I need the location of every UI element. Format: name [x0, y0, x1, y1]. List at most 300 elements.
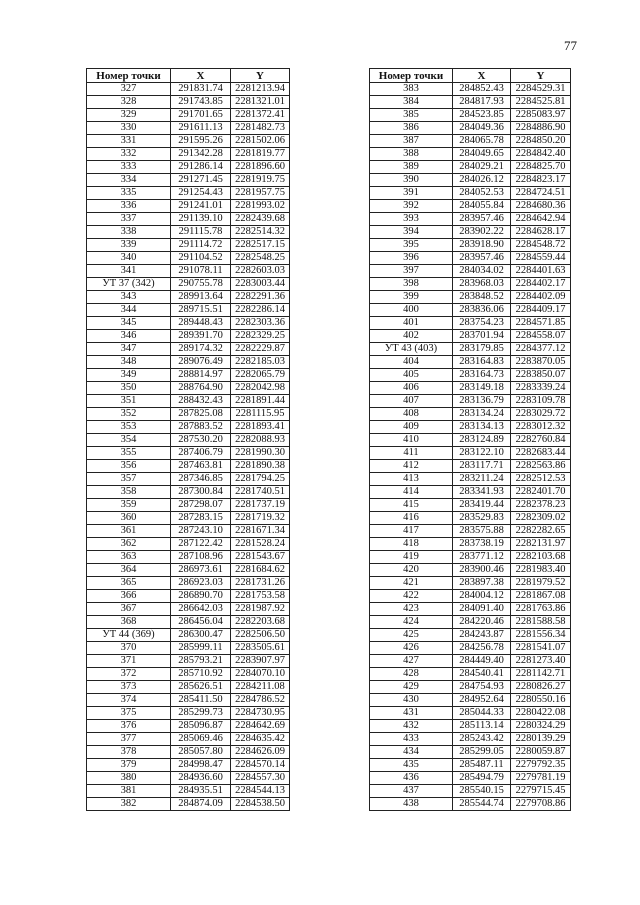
cell-point-number: 367 [87, 603, 171, 616]
cell-y: 2281543.67 [231, 551, 290, 564]
cell-x: 284874.09 [171, 798, 231, 811]
cell-y: 2280550.16 [511, 694, 571, 707]
cell-y: 2284886.90 [511, 122, 571, 135]
cell-point-number: 396 [370, 252, 453, 265]
table-row [87, 798, 290, 811]
table-row [87, 681, 290, 694]
cell-point-number: 433 [370, 733, 453, 746]
cell-y: 2282563.86 [511, 460, 571, 473]
cell-y: 2281890.38 [231, 460, 290, 473]
cell-y: 2282378.23 [511, 499, 571, 512]
cell-y: 2281142.71 [511, 668, 571, 681]
cell-point-number: 387 [370, 135, 453, 148]
cell-point-number: 360 [87, 512, 171, 525]
cell-point-number: 356 [87, 460, 171, 473]
cell-y: 2284571.85 [511, 317, 571, 330]
table-row [370, 291, 571, 304]
cell-point-number: 347 [87, 343, 171, 356]
cell-x: 287530.20 [171, 434, 231, 447]
cell-x: 284220.46 [453, 616, 511, 629]
cell-y: 2284628.17 [511, 226, 571, 239]
cell-y: 2282291.36 [231, 291, 290, 304]
cell-point-number: 389 [370, 161, 453, 174]
table-row [87, 629, 290, 642]
cell-x: 283122.10 [453, 447, 511, 460]
cell-y: 2283850.07 [511, 369, 571, 382]
table-row [87, 512, 290, 525]
table-row [87, 330, 290, 343]
cell-x: 284243.87 [453, 629, 511, 642]
table-row [370, 603, 571, 616]
table-row [370, 720, 571, 733]
cell-point-number: 346 [87, 330, 171, 343]
cell-x: 287883.52 [171, 421, 231, 434]
table-row [370, 694, 571, 707]
cell-y: 2281957.75 [231, 187, 290, 200]
cell-y: 2280059.87 [511, 746, 571, 759]
cell-point-number: 391 [370, 187, 453, 200]
cell-y: 2281987.92 [231, 603, 290, 616]
cell-y: 2281684.62 [231, 564, 290, 577]
cell-point-number: 359 [87, 499, 171, 512]
cell-point-number: 366 [87, 590, 171, 603]
cell-point-number: 432 [370, 720, 453, 733]
cell-y: 2283109.78 [511, 395, 571, 408]
cell-y: 2281867.08 [511, 590, 571, 603]
cell-point-number: 425 [370, 629, 453, 642]
table-row [87, 499, 290, 512]
cell-y: 2282042.98 [231, 382, 290, 395]
cell-y: 2280422.08 [511, 707, 571, 720]
cell-point-number: УТ 43 (403) [370, 343, 453, 356]
cell-x: 284449.40 [453, 655, 511, 668]
cell-x: 283968.03 [453, 278, 511, 291]
table-row [370, 239, 571, 252]
table-row [370, 174, 571, 187]
cell-point-number: 344 [87, 304, 171, 317]
cell-x: 285793.21 [171, 655, 231, 668]
cell-point-number: 394 [370, 226, 453, 239]
table-row [87, 109, 290, 122]
cell-point-number: 426 [370, 642, 453, 655]
cell-x: 284055.84 [453, 200, 511, 213]
table-header-row [370, 69, 571, 83]
table-row [87, 213, 290, 226]
cell-point-number: 414 [370, 486, 453, 499]
cell-y: 2282517.15 [231, 239, 290, 252]
table-row [370, 590, 571, 603]
table-row [370, 707, 571, 720]
cell-point-number: 407 [370, 395, 453, 408]
cell-point-number: 379 [87, 759, 171, 772]
table-row [87, 785, 290, 798]
cell-point-number: 337 [87, 213, 171, 226]
cell-y: 2281979.52 [511, 577, 571, 590]
table-row [87, 278, 290, 291]
cell-y: 2284529.31 [511, 83, 571, 96]
cell-x: 283575.88 [453, 525, 511, 538]
cell-x: 291078.11 [171, 265, 231, 278]
cell-y: 2281541.07 [511, 642, 571, 655]
cell-x: 283701.94 [453, 330, 511, 343]
cell-x: 291271.45 [171, 174, 231, 187]
cell-y: 2281731.26 [231, 577, 290, 590]
cell-point-number: 372 [87, 668, 171, 681]
cell-y: 2281719.32 [231, 512, 290, 525]
cell-y: 2281556.34 [511, 629, 571, 642]
cell-y: 2284402.17 [511, 278, 571, 291]
cell-point-number: 351 [87, 395, 171, 408]
cell-y: 2282185.03 [231, 356, 290, 369]
cell-y: 2281819.77 [231, 148, 290, 161]
cell-y: 2281737.19 [231, 499, 290, 512]
table-row [370, 616, 571, 629]
cell-x: 287108.96 [171, 551, 231, 564]
cell-point-number: 368 [87, 616, 171, 629]
cell-x: 289174.32 [171, 343, 231, 356]
cell-y: 2282760.84 [511, 434, 571, 447]
cell-x: 286642.03 [171, 603, 231, 616]
table-row [370, 746, 571, 759]
table-row [87, 707, 290, 720]
cell-y: 2281528.24 [231, 538, 290, 551]
cell-x: 285710.92 [171, 668, 231, 681]
cell-x: 283957.46 [453, 252, 511, 265]
cell-point-number: 357 [87, 473, 171, 486]
cell-point-number: 361 [87, 525, 171, 538]
cell-point-number: 332 [87, 148, 171, 161]
cell-y: 2284825.70 [511, 161, 571, 174]
cell-y: 2284730.95 [231, 707, 290, 720]
table-row [370, 798, 571, 811]
cell-y: 2282514.32 [231, 226, 290, 239]
cell-y: 2281482.73 [231, 122, 290, 135]
table-row [370, 83, 571, 96]
cell-x: 285487.11 [453, 759, 511, 772]
table-row [370, 525, 571, 538]
cell-y: 2281321.01 [231, 96, 290, 109]
cell-y: 2284626.09 [231, 746, 290, 759]
cell-x: 287300.84 [171, 486, 231, 499]
table-row [87, 460, 290, 473]
cell-point-number: 411 [370, 447, 453, 460]
cell-x: 291241.01 [171, 200, 231, 213]
cell-point-number: 352 [87, 408, 171, 421]
table-row [87, 590, 290, 603]
cell-y: 2283870.05 [511, 356, 571, 369]
table-row [87, 486, 290, 499]
cell-x: 289076.49 [171, 356, 231, 369]
table-row [87, 434, 290, 447]
coordinates-table-right [369, 68, 571, 811]
table-row [87, 616, 290, 629]
table-row [87, 96, 290, 109]
cell-point-number: УТ 44 (369) [87, 629, 171, 642]
table-row [370, 759, 571, 772]
cell-x: 284523.85 [453, 109, 511, 122]
cell-x: 284540.41 [453, 668, 511, 681]
cell-y: 2281896.60 [231, 161, 290, 174]
table-row [87, 538, 290, 551]
table-row [370, 772, 571, 785]
cell-y: 2283012.32 [511, 421, 571, 434]
cell-y: 2281753.58 [231, 590, 290, 603]
cell-y: 2281502.06 [231, 135, 290, 148]
cell-point-number: 438 [370, 798, 453, 811]
cell-y: 2283505.61 [231, 642, 290, 655]
cell-x: 291743.85 [171, 96, 231, 109]
table-row [87, 551, 290, 564]
cell-x: 288432.43 [171, 395, 231, 408]
table-row [87, 525, 290, 538]
cell-y: 2279792.35 [511, 759, 571, 772]
cell-point-number: 335 [87, 187, 171, 200]
cell-x: 283957.46 [453, 213, 511, 226]
cell-x: 290755.78 [171, 278, 231, 291]
table-row [370, 538, 571, 551]
cell-x: 286923.03 [171, 577, 231, 590]
cell-x: 284004.12 [453, 590, 511, 603]
cell-x: 291831.74 [171, 83, 231, 96]
cell-point-number: 327 [87, 83, 171, 96]
cell-y: 2281983.40 [511, 564, 571, 577]
table-row [370, 252, 571, 265]
cell-y: 2284559.44 [511, 252, 571, 265]
cell-point-number: 383 [370, 83, 453, 96]
cell-y: 2279715.45 [511, 785, 571, 798]
cell-y: 2282282.65 [511, 525, 571, 538]
cell-x: 283771.12 [453, 551, 511, 564]
table-row [87, 187, 290, 200]
cell-point-number: 330 [87, 122, 171, 135]
table-row [87, 473, 290, 486]
table-row [370, 122, 571, 135]
cell-y: 2282303.36 [231, 317, 290, 330]
cell-x: 291104.52 [171, 252, 231, 265]
cell-x: 285069.46 [171, 733, 231, 746]
cell-point-number: 365 [87, 577, 171, 590]
cell-y: 2281763.86 [511, 603, 571, 616]
cell-point-number: 424 [370, 616, 453, 629]
cell-y: 2284557.30 [231, 772, 290, 785]
cell-point-number: 420 [370, 564, 453, 577]
cell-point-number: 348 [87, 356, 171, 369]
table-row [370, 343, 571, 356]
cell-x: 291115.78 [171, 226, 231, 239]
cell-point-number: 437 [370, 785, 453, 798]
table-row [87, 733, 290, 746]
cell-point-number: 381 [87, 785, 171, 798]
cell-x: 284952.64 [453, 694, 511, 707]
cell-y: 2284544.13 [231, 785, 290, 798]
table-row [87, 655, 290, 668]
cell-point-number: 388 [370, 148, 453, 161]
cell-point-number: 402 [370, 330, 453, 343]
header-y: Y [231, 69, 290, 83]
cell-point-number: 417 [370, 525, 453, 538]
table-row [370, 382, 571, 395]
cell-x: 284936.60 [171, 772, 231, 785]
table-row [370, 642, 571, 655]
table-row [87, 369, 290, 382]
table-row [370, 512, 571, 525]
cell-y: 2281990.30 [231, 447, 290, 460]
cell-point-number: 378 [87, 746, 171, 759]
cell-point-number: 430 [370, 694, 453, 707]
table-row [370, 395, 571, 408]
cell-point-number: 340 [87, 252, 171, 265]
cell-point-number: 338 [87, 226, 171, 239]
cell-x: 285299.05 [453, 746, 511, 759]
cell-point-number: 382 [87, 798, 171, 811]
cell-y: 2284538.50 [231, 798, 290, 811]
cell-x: 284935.51 [171, 785, 231, 798]
cell-x: 285544.74 [453, 798, 511, 811]
cell-x: 289391.70 [171, 330, 231, 343]
cell-x: 283836.06 [453, 304, 511, 317]
cell-point-number: 353 [87, 421, 171, 434]
cell-x: 283136.79 [453, 395, 511, 408]
cell-x: 283918.90 [453, 239, 511, 252]
cell-x: 285243.42 [453, 733, 511, 746]
cell-point-number: 386 [370, 122, 453, 135]
header-point-number: Номер точки [370, 69, 453, 83]
cell-point-number: 334 [87, 174, 171, 187]
cell-x: 289913.64 [171, 291, 231, 304]
cell-y: 2284570.14 [231, 759, 290, 772]
table-row [370, 265, 571, 278]
cell-point-number: 341 [87, 265, 171, 278]
cell-point-number: 339 [87, 239, 171, 252]
cell-x: 283149.18 [453, 382, 511, 395]
cell-x: 288764.90 [171, 382, 231, 395]
cell-y: 2284680.36 [511, 200, 571, 213]
cell-point-number: 355 [87, 447, 171, 460]
table-row [87, 291, 290, 304]
cell-point-number: 409 [370, 421, 453, 434]
cell-x: 285999.11 [171, 642, 231, 655]
cell-point-number: 358 [87, 486, 171, 499]
cell-x: 283900.46 [453, 564, 511, 577]
table-row [87, 239, 290, 252]
cell-point-number: 345 [87, 317, 171, 330]
table-row [87, 356, 290, 369]
cell-x: 283179.85 [453, 343, 511, 356]
cell-point-number: 336 [87, 200, 171, 213]
table-row [87, 421, 290, 434]
cell-point-number: 427 [370, 655, 453, 668]
cell-point-number: 399 [370, 291, 453, 304]
cell-y: 2284402.09 [511, 291, 571, 304]
cell-point-number: 405 [370, 369, 453, 382]
table-row [370, 148, 571, 161]
cell-x: 285057.80 [171, 746, 231, 759]
cell-x: 284852.43 [453, 83, 511, 96]
cell-point-number: 377 [87, 733, 171, 746]
cell-x: 291139.10 [171, 213, 231, 226]
cell-x: 283419.44 [453, 499, 511, 512]
cell-x: 284029.21 [453, 161, 511, 174]
header-point-number: Номер точки [87, 69, 171, 83]
cell-point-number: 385 [370, 109, 453, 122]
table-row [87, 122, 290, 135]
table-row [370, 421, 571, 434]
cell-point-number: 416 [370, 512, 453, 525]
cell-y: 2282103.68 [511, 551, 571, 564]
table-row [87, 226, 290, 239]
table-row [87, 395, 290, 408]
cell-y: 2282088.93 [231, 434, 290, 447]
cell-x: 291254.43 [171, 187, 231, 200]
cell-point-number: 364 [87, 564, 171, 577]
cell-y: 2279708.86 [511, 798, 571, 811]
cell-x: 283738.19 [453, 538, 511, 551]
cell-y: 2282286.14 [231, 304, 290, 317]
cell-point-number: 376 [87, 720, 171, 733]
cell-y: 2281993.02 [231, 200, 290, 213]
cell-point-number: 419 [370, 551, 453, 564]
cell-x: 283164.83 [453, 356, 511, 369]
cell-y: 2284525.81 [511, 96, 571, 109]
cell-x: 284049.36 [453, 122, 511, 135]
table-row [87, 200, 290, 213]
cell-point-number: 354 [87, 434, 171, 447]
cell-x: 283134.13 [453, 421, 511, 434]
cell-x: 291114.72 [171, 239, 231, 252]
cell-x: 284817.93 [453, 96, 511, 109]
cell-point-number: 371 [87, 655, 171, 668]
cell-y: 2282203.68 [231, 616, 290, 629]
cell-point-number: 421 [370, 577, 453, 590]
cell-x: 283124.89 [453, 434, 511, 447]
cell-point-number: УТ 37 (342) [87, 278, 171, 291]
cell-y: 2283907.97 [231, 655, 290, 668]
cell-point-number: 392 [370, 200, 453, 213]
cell-y: 2283003.44 [231, 278, 290, 291]
cell-point-number: 393 [370, 213, 453, 226]
cell-x: 283529.83 [453, 512, 511, 525]
cell-y: 2282506.50 [231, 629, 290, 642]
table-row [370, 681, 571, 694]
cell-y: 2284558.07 [511, 330, 571, 343]
coordinates-table-left [86, 68, 290, 811]
table-row [370, 109, 571, 122]
table-row [370, 785, 571, 798]
table-row [87, 135, 290, 148]
table-row [87, 642, 290, 655]
cell-point-number: 431 [370, 707, 453, 720]
cell-y: 2283339.24 [511, 382, 571, 395]
table-row [370, 551, 571, 564]
cell-x: 283897.38 [453, 577, 511, 590]
cell-x: 285113.14 [453, 720, 511, 733]
table-row [370, 96, 571, 109]
cell-point-number: 413 [370, 473, 453, 486]
cell-y: 2281588.58 [511, 616, 571, 629]
cell-y: 2281794.25 [231, 473, 290, 486]
cell-point-number: 408 [370, 408, 453, 421]
cell-point-number: 401 [370, 317, 453, 330]
table-row [87, 694, 290, 707]
table-row [370, 447, 571, 460]
cell-y: 2281891.44 [231, 395, 290, 408]
cell-point-number: 328 [87, 96, 171, 109]
table-row [87, 746, 290, 759]
cell-y: 2284070.10 [231, 668, 290, 681]
table-row [87, 720, 290, 733]
table-row [370, 564, 571, 577]
cell-x: 291595.26 [171, 135, 231, 148]
